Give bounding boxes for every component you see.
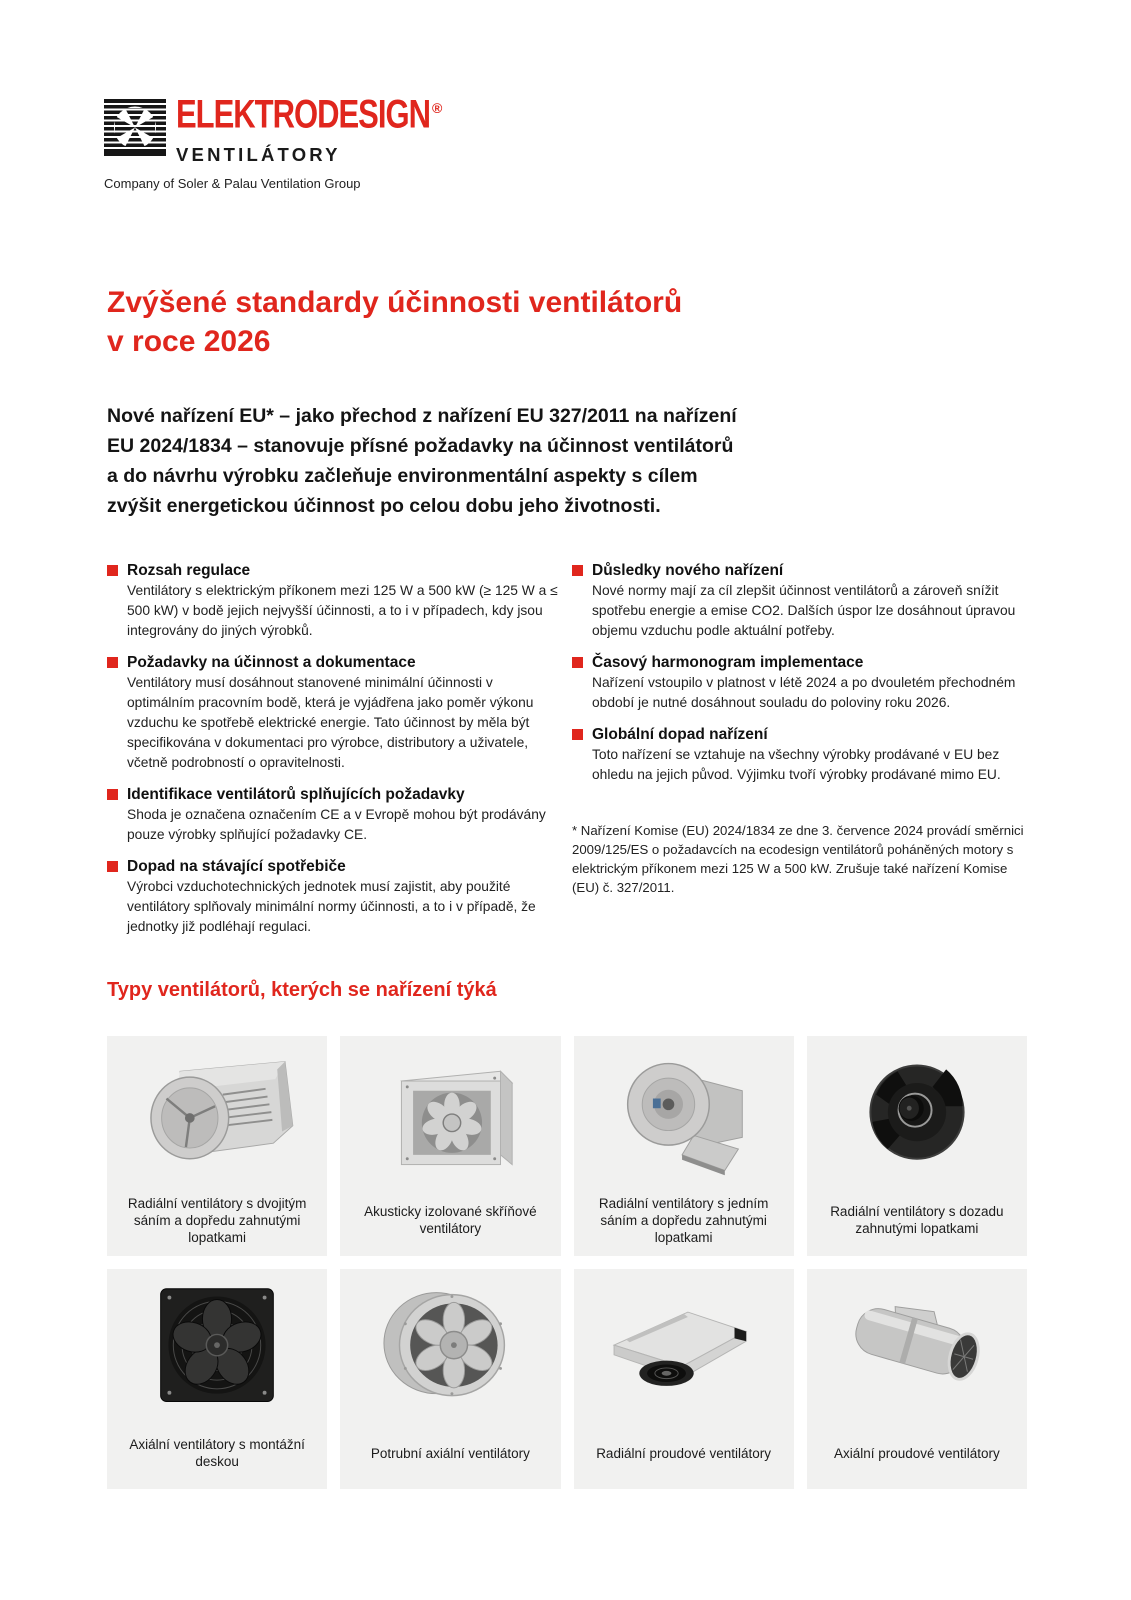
fan-type-caption: Radiální proudové ventilátory — [596, 1445, 772, 1461]
fan-type-card — [107, 1269, 327, 1489]
intro-line-2: EU 2024/1834 – stanovuje přísné požadavky na účinnost ventilátorů — [107, 435, 734, 457]
intro-line-1: Nové nařízení EU* – jako přechod z nařízení EU 327/2011 na nařízení — [107, 405, 737, 427]
red-square-bullet-icon — [572, 565, 583, 576]
regulation-footnote: * Nařízení Komise (EU) 2024/1834 ze dne 3. července 2024 provádí směrnici 2009/125/ES o požadavcích na ecodesign ventilátorů poháněných motory s elektrickým příkonem mezi 125 W a 500 kW. Zrušuje také nařízení Komise (EU) č. 327/2011. — [572, 823, 1024, 895]
section-body: Výrobci vzduchotechnických jednotek musí zajistit, aby použité ventilátory splňovaly minimální normy účinnosti, a to i v případě, že jednotky již podléhají regulaci. — [127, 879, 536, 934]
page-title-line-2: v roce 2026 — [107, 325, 271, 358]
section-title: Důsledky nového nařízení — [592, 562, 784, 579]
red-square-bullet-icon — [107, 861, 118, 872]
section-body: Nařízení vstoupilo v platnost v létě 2024 a po dvouletém přechodném období je nutné dosáhnout souladu do poloviny roku 2026. — [592, 675, 1016, 710]
section-title: Rozsah regulace — [127, 562, 251, 579]
red-square-bullet-icon — [107, 657, 118, 668]
fan-type-card — [107, 1036, 327, 1256]
fan-logo-icon — [104, 99, 166, 161]
section-body: Ventilátory s elektrickým příkonem mezi 125 W a 500 kW (≥ 125 W a ≤ 500 kW) v bodě jejich nejvyšší účinnosti, a to i v případech, kdy jsou integrovány do jiných výrobků. — [127, 583, 558, 638]
section-identification — [107, 784, 559, 845]
fan-type-card — [574, 1036, 794, 1256]
fan-type-caption: Axiální ventilátory s montážní deskou — [129, 1437, 305, 1469]
company-tagline: Company of Soler & Palau Ventilation Group — [104, 176, 361, 191]
left-column — [107, 560, 559, 948]
fan-type-caption: Potrubní axiální ventilátory — [370, 1445, 530, 1461]
section-body: Ventilátory musí dosáhnout stanovené minimální účinnosti v optimálním pracovním bodě, která je vyjádřena jako poměr výkonu vzduchu ke spotřebě elektrické energie. Tato účinnost by měla být specifikována v dokumentaci pro výrobce, distributory a uživatele, včetně podrobností o opravitelnosti. — [127, 675, 534, 770]
page-title — [107, 283, 682, 361]
fan-type-card — [807, 1269, 1027, 1489]
red-square-bullet-icon — [107, 565, 118, 576]
company-logo — [104, 91, 443, 166]
section-consequences — [572, 560, 1024, 641]
axial-plate-fan-image — [107, 1269, 327, 1423]
right-column — [572, 560, 1024, 948]
fan-types-grid — [107, 1036, 1027, 1489]
page-title-line-1: Zvýšené standardy účinnosti ventilátorů — [107, 286, 683, 319]
intro-line-4: zvýšit energetickou účinnost po celou dobu jeho životnosti. — [107, 495, 661, 517]
logo-text — [176, 91, 443, 166]
fan-type-caption: Radiální ventilátory s dvojitým sáním a dopředu zahnutými lopatkami — [127, 1195, 307, 1245]
section-body: Toto nařízení se vztahuje na všechny výrobky prodávané v EU bez ohledu na jejich původ. Výjimku tvoří výrobky prodávané mimo EU. — [592, 747, 1001, 782]
section-title: Časový harmonogram implementace — [592, 654, 864, 671]
bullet-sections — [107, 560, 1027, 948]
section-global-impact — [572, 724, 1024, 785]
section-body: Shoda je označena označením CE a v Evropě mohou být prodávány pouze výrobky splňující požadavky CE. — [127, 807, 546, 842]
section-existing-appliances — [107, 856, 559, 937]
fan-type-card — [807, 1036, 1027, 1256]
section-title: Požadavky na účinnost a dokumentace — [127, 654, 416, 671]
fan-type-caption: Radiální ventilátory s dozadu zahnutými lopatkami — [830, 1204, 1004, 1236]
red-square-bullet-icon — [107, 789, 118, 800]
section-body: Nové normy mají za cíl zlepšit účinnost ventilátorů a zároveň snížit spotřebu energie a emise CO2. Dalších úspor lze dosáhnout úpravou objemu vzduchu podle aktuální potřeby. — [592, 583, 1016, 638]
section-scope — [107, 560, 559, 641]
fan-type-caption: Akusticky izolované skříňové ventilátory — [364, 1204, 537, 1236]
intro-paragraph — [107, 401, 737, 521]
fan-type-caption: Axiální proudové ventilátory — [833, 1445, 1000, 1461]
radial-backward-curved-fan-image — [807, 1036, 1027, 1190]
section-title: Dopad na stávající spotřebiče — [127, 858, 346, 875]
section-title: Globální dopad nařízení — [592, 726, 768, 743]
duct-axial-fan-image — [340, 1269, 560, 1489]
fan-type-card — [574, 1269, 794, 1489]
duct-axial-fan-image — [340, 1269, 560, 1423]
radial-double-inlet-fan-image — [107, 1036, 327, 1190]
intro-line-3: a do návrhu výrobku začleňuje environmentální aspekty s cílem — [107, 465, 698, 487]
axial-jet-fan-image — [807, 1269, 1027, 1423]
red-square-bullet-icon — [572, 657, 583, 668]
section-title: Identifikace ventilátorů splňujících požadavky — [127, 786, 465, 803]
logo-division: VENTILÁTORY — [176, 144, 341, 165]
registered-mark: ® — [431, 100, 443, 116]
section-efficiency-docs — [107, 652, 559, 773]
fan-type-card — [340, 1036, 560, 1256]
acoustic-box-fan-image — [340, 1036, 560, 1190]
fan-types-heading: Typy ventilátorů, kterých se nařízení týká — [107, 979, 497, 1001]
radial-single-inlet-fan-image — [574, 1036, 794, 1190]
fan-type-caption: Radiální ventilátory s jedním sáním a dopředu zahnutými lopatkami — [598, 1195, 769, 1245]
radial-jet-fan-image — [574, 1269, 794, 1423]
logo-brand-name: ELEKTRODESIGN — [176, 91, 430, 137]
section-timeline — [572, 652, 1024, 713]
red-square-bullet-icon — [572, 729, 583, 740]
